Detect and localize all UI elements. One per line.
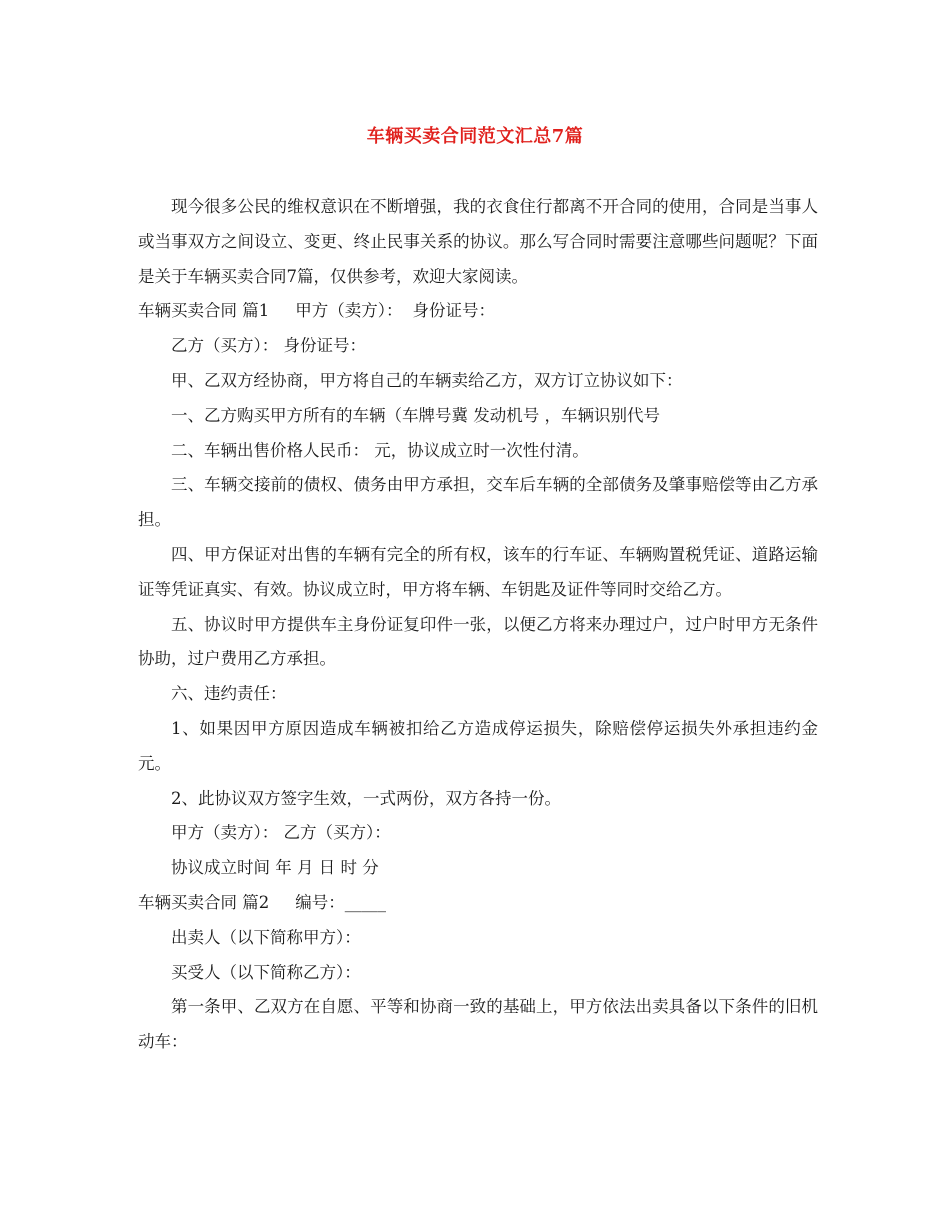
document-body [138,190,818,1060]
signature-line: 甲方（卖方）： 乙方（买方）： [171,823,391,843]
clause-3: 三、车辆交接前的债权、债务由甲方承担，交车后车辆的全部债务及肇事赔偿等由乙方承担。 [138,475,818,530]
article2-clause-1: 第一条甲、乙双方在自愿、平等和协商一致的基础上，甲方依法出卖具备以下条件的旧机动车： [138,997,818,1052]
date-line: 协议成立时间 年 月 日 时 分 [171,858,379,878]
clause-6-2: 2、此协议双方签字生效，一式两份，双方各持一份。 [171,788,561,808]
party-b-line: 乙方（买方）： 身份证号： [171,336,366,356]
clause-5: 五、协议时甲方提供车主身份证复印件一张，以便乙方将来办理过户，过户时甲方无条件协助，过户费用乙方承担。 [138,614,818,669]
article1-heading-line [138,294,818,329]
document-title: 车辆买卖合同范文汇总7篇 [366,126,584,147]
seller-line: 出卖人（以下简称甲方）： [171,927,361,947]
party-a-id-label: 身份证号： [412,301,495,321]
clause-6: 六、违约责任： [171,684,287,704]
buyer-line: 买受人（以下简称乙方）： [171,962,361,982]
party-a-seller-label: 甲方（卖方）： [295,301,403,321]
agreement-paragraph: 甲、乙双方经协商，甲方将自己的车辆卖给乙方，双方订立协议如下： [171,370,683,390]
article1-heading: 车辆买卖合同 篇1 [138,301,270,321]
clause-2: 二、车辆出售价格人民币： 元，协议成立时一次性付清。 [171,440,589,460]
article2-heading: 车辆买卖合同 篇2 [138,892,270,912]
clause-1: 一、乙方购买甲方所有的车辆（车牌号冀 发动机号 ，车辆识别代号 [171,405,660,425]
clause-4: 四、甲方保证对出售的车辆有完全的所有权，该车的行车证、车辆购置税凭证、道路运输证等凭证真实、有效。协议成立时，甲方将车辆、车钥匙及证件等同时交给乙方。 [138,544,818,599]
article2-heading-line [138,886,818,921]
clause-6-1: 1、如果因甲方原因造成车辆被扣给乙方造成停运损失，除赔偿停运损失外承担违约金 元。 [138,718,818,773]
intro-paragraph: 现今很多公民的维权意识在不断增强，我的衣食住行都离不开合同的使用，合同是当事人或当事双方之间设立、变更、终止民事关系的协议。那么写合同时需要注意哪些问题呢？下面是关于车辆买卖合同7篇，仅供参考，欢迎大家阅读。 [138,197,818,286]
article2-number: 编号：_____ [295,892,386,912]
